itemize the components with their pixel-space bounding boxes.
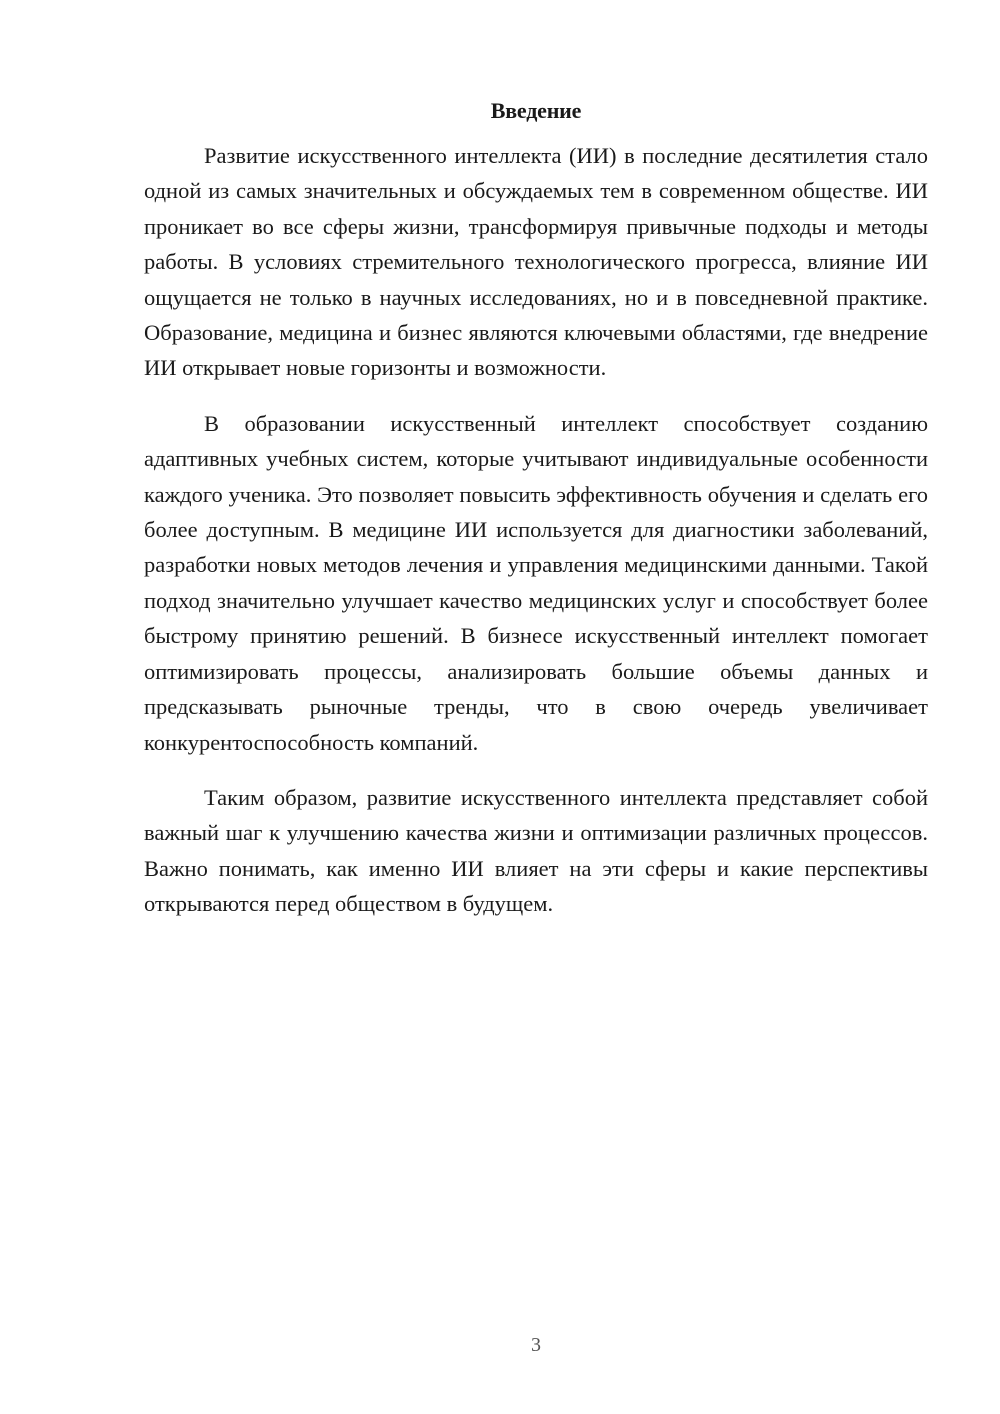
page-number: 3 (531, 1334, 541, 1356)
page-content (144, 96, 928, 942)
paragraph-applications: В образовании искусственный интеллект способствует созданию адаптивных учебных систем, которые учитывают индивидуальные особенности каждого ученика. Это позволяет повысить эффективность обучения и сделать его более доступным. В медицине ИИ используется для диагностики заболеваний, разработки новых методов лечения и управления медицинскими данными. Такой подход значительно улучшает качество медицинских услуг и способствует более быстрому принятию решений. В бизнесе искусственный интеллект помогает оптимизировать процессы, анализировать большие объемы данных и предсказывать рыночные тренды, что в свою очередь увеличивает конкурентоспособность компаний. (144, 410, 928, 755)
paragraph-conclusion: Таким образом, развитие искусственного интеллекта представляет собой важный шаг к улучшению качества жизни и оптимизации различных процессов. Важно понимать, как именно ИИ влияет на эти сферы и какие перспективы открываются перед обществом в будущем. (144, 784, 928, 917)
paragraph-intro: Развитие искусственного интеллекта (ИИ) в последние десятилетия стало одной из самых значительных и обсуждаемых тем в современном обществе. ИИ проникает во все сферы жизни, трансформируя привычные подходы и методы работы. В условиях стремительного технологического прогресса, влияние ИИ ощущается не только в научных исследованиях, но и в повседневной практике. Образование, медицина и бизнес являются ключевыми областями, где внедрение ИИ открывает новые горизонты и возможности. (144, 143, 928, 381)
section-heading: Введение (490, 98, 582, 123)
